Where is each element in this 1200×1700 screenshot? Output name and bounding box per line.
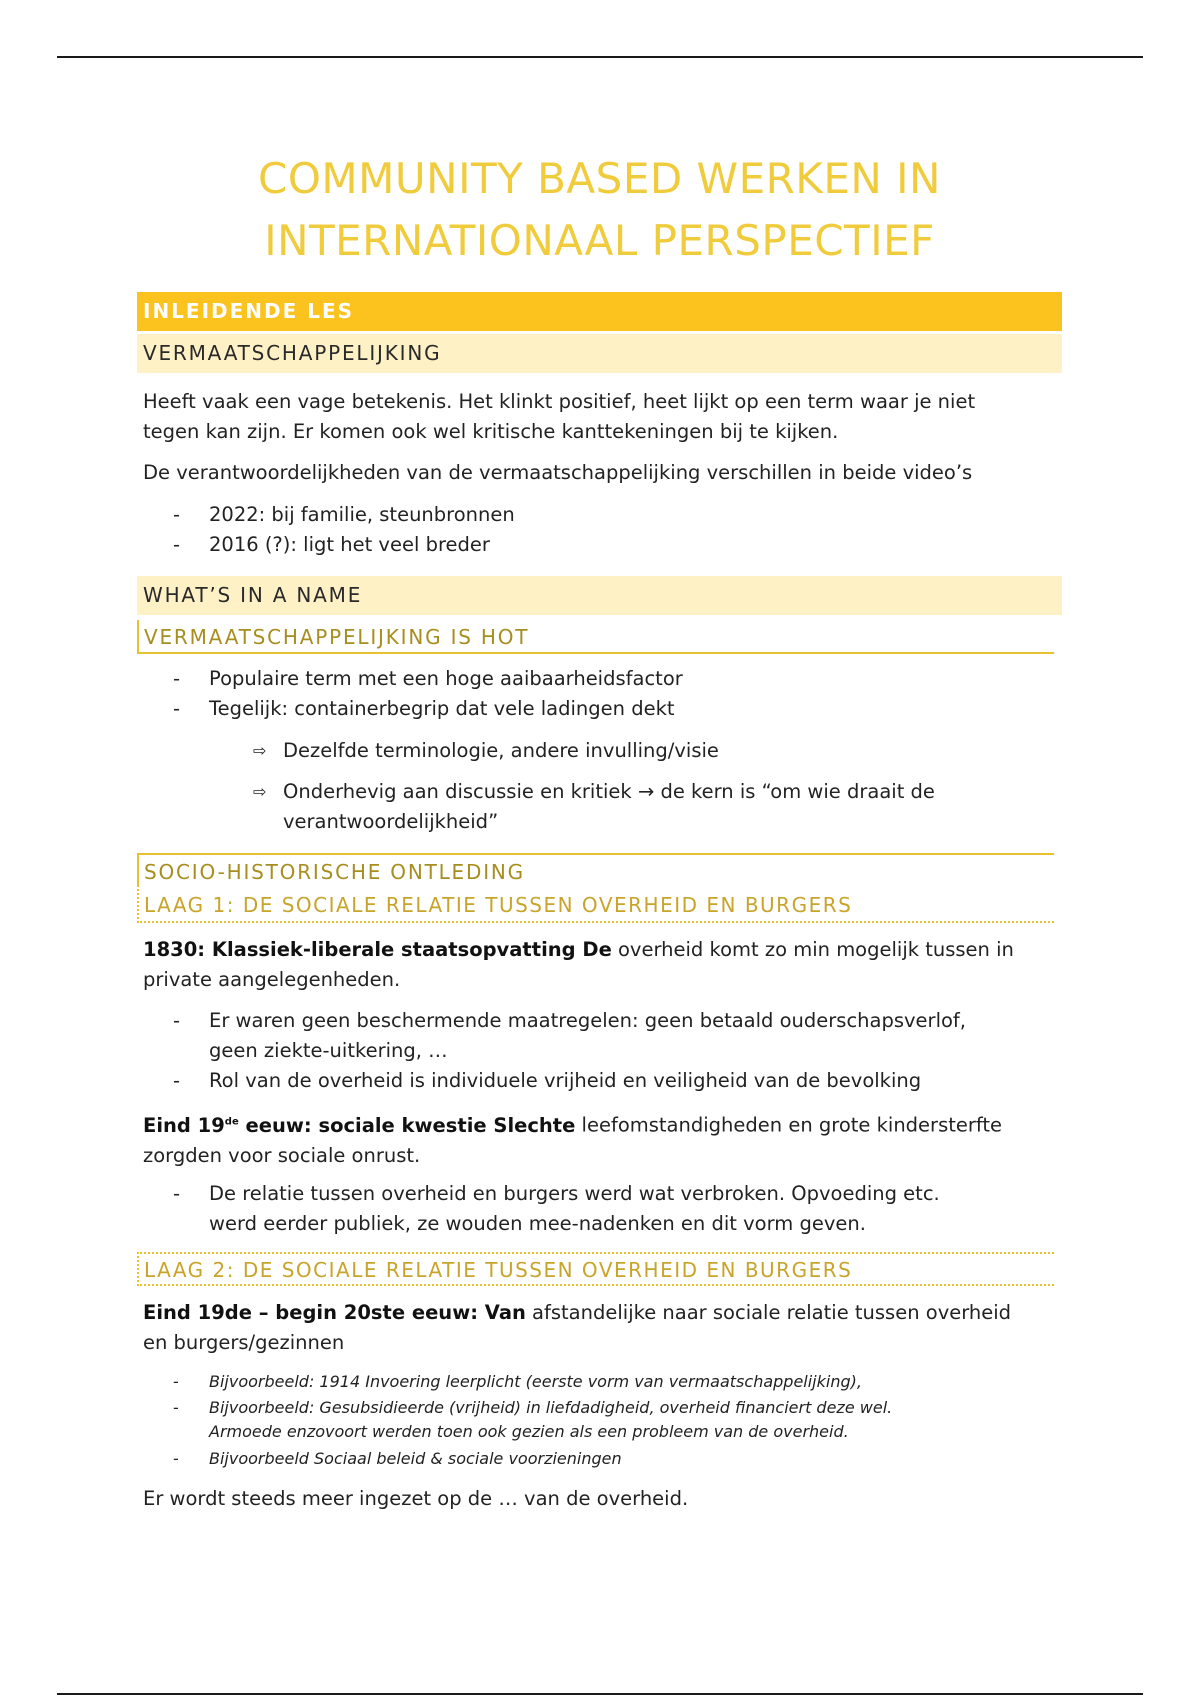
- heading-laag-1: LAAG 1: DE SOCIALE RELATIE TUSSEN OVERHEID EN BURGERS: [137, 889, 1054, 923]
- heading-inleidende-les: INLEIDENDE LES: [137, 292, 1062, 331]
- heading-vermaatschappelijking-is-hot: VERMAATSCHAPPELIJKING IS HOT: [137, 620, 1054, 654]
- heading-socio-historische-ontleding: SOCIO-HISTORISCHE ONTLEDING: [137, 853, 1054, 887]
- paragraph-verantwoordelijkheden: De verantwoordelijkheden van de vermaatschappelijking verschillen in beide video’s: [143, 461, 973, 484]
- heading-whats-in-a-name: WHAT’S IN A NAME: [137, 576, 1062, 615]
- document-title: [137, 148, 1062, 272]
- paragraph-1830: 1830: Klassiek-liberale staatsopvatting De overheid komt zo min mogelijk tussen in private aangelegenheden.: [143, 938, 1014, 991]
- paragraph-closing: Er wordt steeds meer ingezet op de … van de overheid.: [143, 1487, 689, 1510]
- arrow-icon: ⇨: [253, 741, 267, 760]
- arrow-icon: ⇨: [253, 782, 267, 801]
- heading-laag-2: LAAG 2: DE SOCIALE RELATIE TUSSEN OVERHEID EN BURGERS: [137, 1252, 1054, 1286]
- paragraph-eind-19de-begin-20ste: Eind 19de – begin 20ste eeuw: Van afstandelijke naar sociale relatie tussen overheid en burgers/gezinnen: [143, 1301, 1012, 1354]
- title-line-2: INTERNATIONAAL PERSPECTIEF: [264, 216, 935, 265]
- paragraph-intro: Heeft vaak een vage betekenis. Het klinkt positief, heet lijkt op een term waar je niet tegen kan zijn. Er komen ook wel kritische kanttekeningen bij te kijken.: [143, 390, 976, 443]
- paragraph-eind-19de-eeuw: Eind 19de eeuw: sociale kwestie Slechte leefomstandigheden en grote kindersterfte zorgden voor sociale onrust.: [143, 1113, 1003, 1167]
- heading-vermaatschappelijking: VERMAATSCHAPPELIJKING: [137, 334, 1062, 373]
- top-rule: [57, 56, 1143, 58]
- bottom-rule: [57, 1693, 1143, 1695]
- title-line-1: COMMUNITY BASED WERKEN IN: [258, 154, 941, 203]
